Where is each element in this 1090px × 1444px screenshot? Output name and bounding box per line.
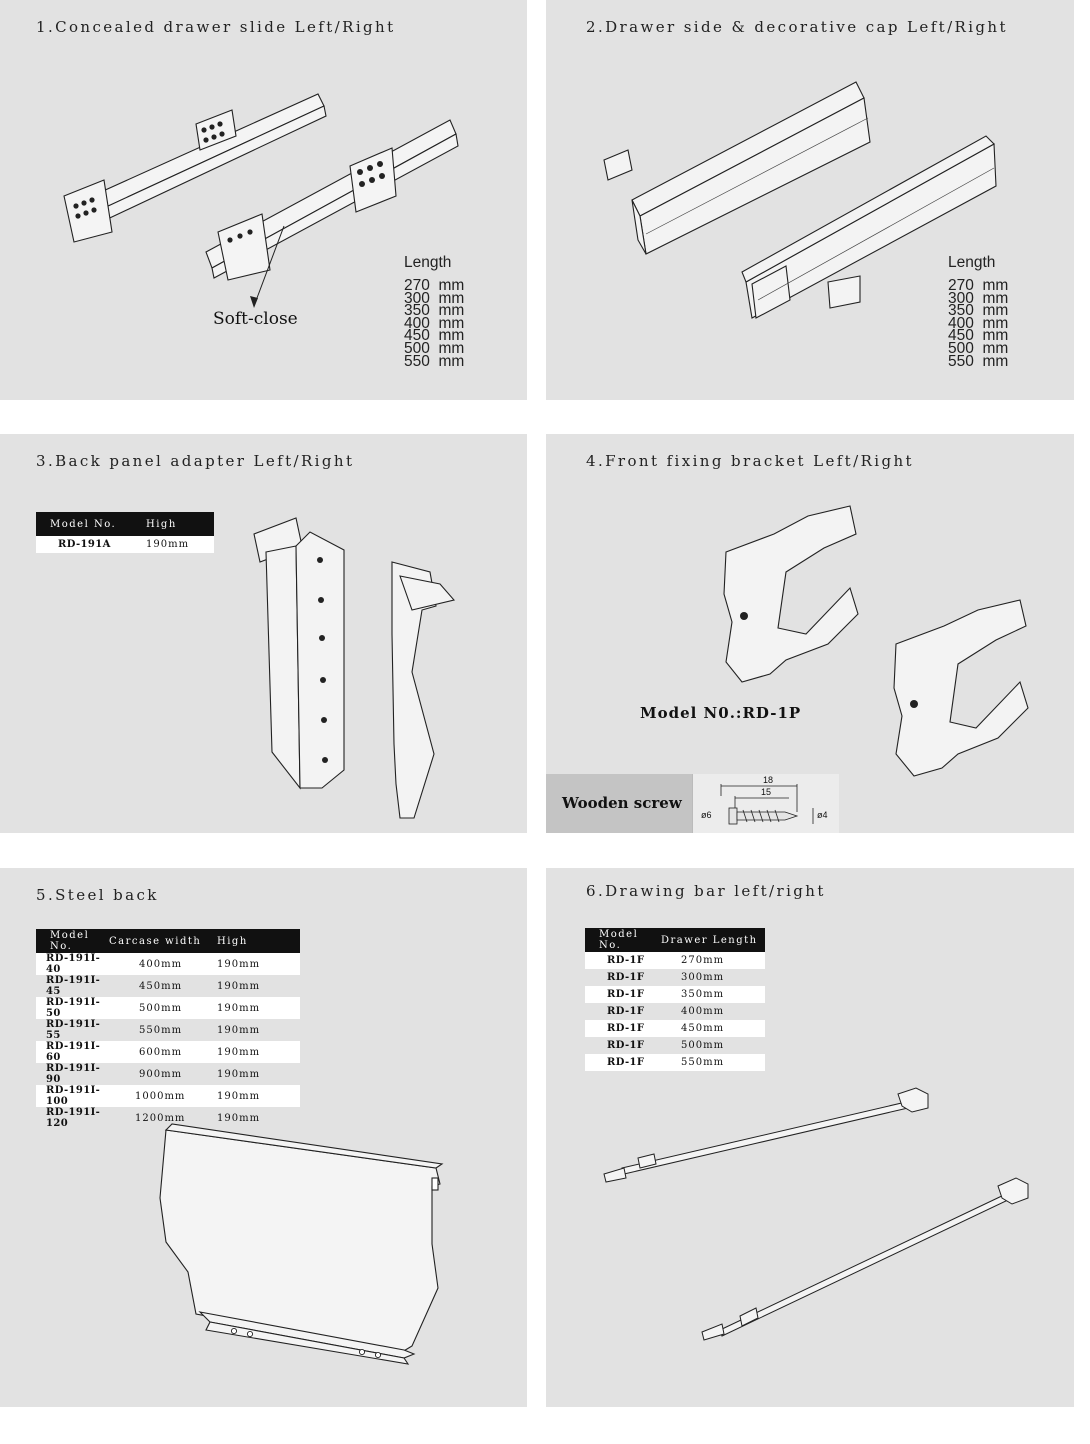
length-row: 550 mm [404,352,465,370]
width-cell: 550mm [107,1019,207,1041]
section-title: 4.Front fixing bracket Left/Right [586,452,914,470]
model-cell: RD-1F [585,952,657,969]
wooden-screw-label: Wooden screw [562,794,682,812]
model-cell: RD-191I-40 [36,953,107,975]
section-title: 6.Drawing bar left/right [586,882,826,900]
soft-close-label: Soft-close [213,309,298,329]
screw-thread-length: 15 [761,787,772,797]
panel-concealed-slide [0,0,527,400]
length-heading: Length [948,254,996,271]
length-row: 400 mm [948,314,1009,332]
length-cell: 300mm [657,969,765,986]
length-row: 550 mm [948,352,1009,370]
panel-back-adapter [0,434,527,833]
width-cell: 400mm [107,953,207,975]
width-cell: 500mm [107,997,207,1019]
steel-back-drawing [0,868,527,1407]
model-cell: RD-1F [585,969,657,986]
length-row: 500 mm [404,339,465,357]
model-cell: RD-1F [585,1037,657,1054]
model-cell: RD-1F [585,1054,657,1071]
width-cell: 450mm [107,975,207,997]
model-cell: RD-191I-90 [36,1063,107,1085]
screw-thread-diameter: ø4 [817,810,828,820]
length-row: 300 mm [404,289,465,307]
wooden-screw-box [546,774,838,833]
screw-drawing-cell [692,774,839,833]
screw-label-cell [546,774,692,833]
col-header: High [136,512,214,536]
length-heading: Length [404,254,452,271]
length-row: 350 mm [948,302,1009,320]
length-cell: 500mm [657,1037,765,1054]
model-cell: RD-191A [36,536,136,553]
col-header: High [207,929,300,953]
col-header: Model No. [36,929,107,953]
model-cell: RD-191I-55 [36,1019,107,1041]
section-title: 3.Back panel adapter Left/Right [36,452,355,470]
length-row: 300 mm [948,289,1009,307]
section-title: 1.Concealed drawer slide Left/Right [36,18,396,36]
length-cell: 450mm [657,1020,765,1037]
col-header: Model No. [585,928,657,952]
length-row: 350 mm [404,302,465,320]
length-cell: 350mm [657,986,765,1003]
model-cell: RD-1F [585,1020,657,1037]
length-row: 270 mm [948,277,1009,294]
col-header: Drawer Length [657,928,765,952]
high-cell: 190mm [136,536,214,553]
col-header: Model No. [36,512,136,536]
screw-total-length: 18 [763,775,774,785]
model-cell: RD-191I-100 [36,1085,107,1107]
high-cell: 190mm [207,1019,300,1041]
model-cell: RD-1F [585,986,657,1003]
panel-steel-back [0,868,527,1407]
section-title: 2.Drawer side & decorative cap Left/Right [586,18,1008,36]
high-cell: 190mm [207,1063,300,1085]
length-cell: 400mm [657,1003,765,1020]
panel-front-bracket [546,434,1074,833]
bracket-model-label: Model N0.:RD-1P [640,704,802,722]
length-list [404,254,464,368]
panel-drawing-bar [546,868,1074,1407]
model-cell: RD-191I-60 [36,1041,107,1063]
high-cell: 190mm [207,1085,300,1107]
col-header: Carcase width [107,929,207,953]
length-list [948,254,1008,368]
model-cell: RD-1F [585,1003,657,1020]
panel-drawer-side [546,0,1074,400]
drawing-bar-drawing [546,868,1074,1407]
width-cell: 900mm [107,1063,207,1085]
length-cell: 550mm [657,1054,765,1071]
high-cell: 190mm [207,953,300,975]
width-cell: 600mm [107,1041,207,1063]
back-adapter-drawing [0,434,527,833]
width-cell: 1000mm [107,1085,207,1107]
model-cell: RD-191I-120 [36,1107,107,1129]
high-cell: 190mm [207,1041,300,1063]
length-row: 270 mm [404,277,465,294]
model-cell: RD-191I-45 [36,975,107,997]
high-cell: 190mm [207,1107,300,1129]
length-cell: 270mm [657,952,765,969]
screw-head-diameter: ø6 [701,810,712,820]
length-row: 450 mm [948,327,1009,345]
section-title: 5.Steel back [36,886,159,904]
length-row: 500 mm [948,339,1009,357]
model-cell: RD-191I-50 [36,997,107,1019]
length-row: 450 mm [404,327,465,345]
high-cell: 190mm [207,975,300,997]
high-cell: 190mm [207,997,300,1019]
width-cell: 1200mm [107,1107,207,1129]
length-row: 400 mm [404,314,465,332]
